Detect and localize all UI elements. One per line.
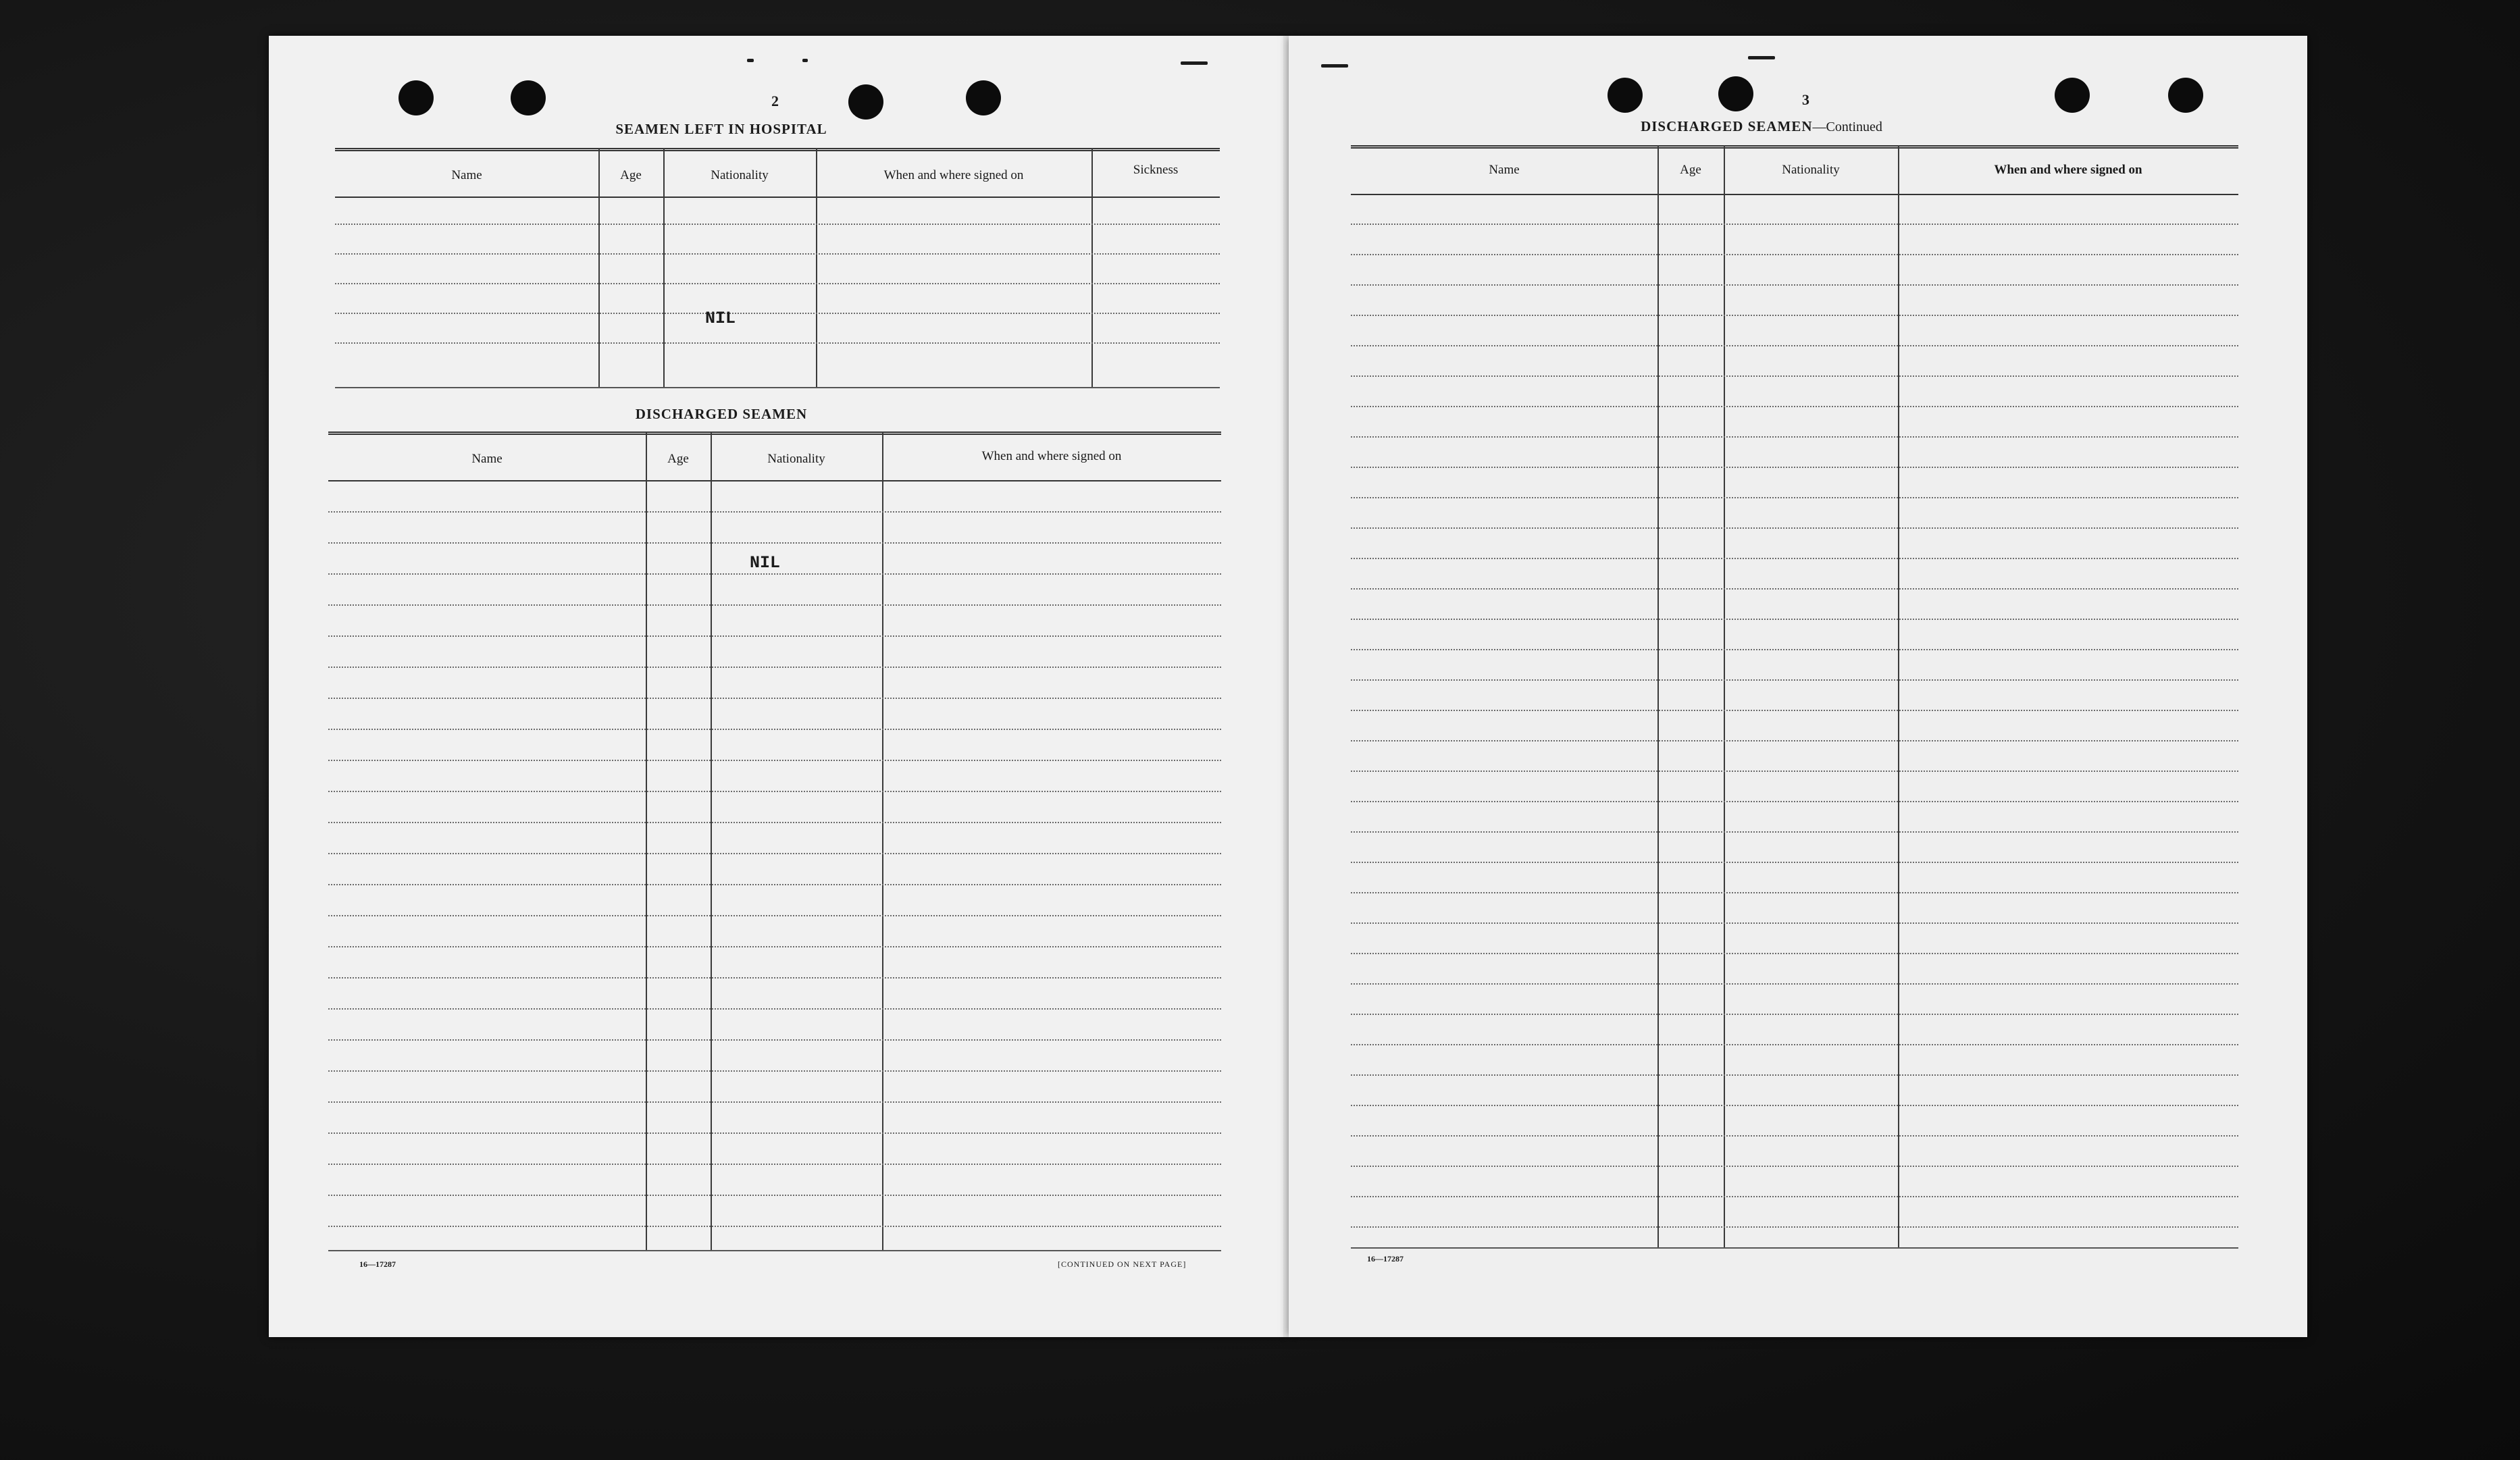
table-row xyxy=(1351,436,2238,438)
table-row xyxy=(1351,619,2238,620)
nil-entry: NIL xyxy=(705,309,736,328)
punch-hole xyxy=(2055,78,2090,113)
column-header-age: Age xyxy=(1680,163,1701,177)
table-row xyxy=(328,884,1221,885)
punch-hole xyxy=(1718,76,1753,111)
discharged-section-title: DISCHARGED SEAMEN xyxy=(635,406,808,422)
table-row xyxy=(1351,831,2238,833)
table-row xyxy=(328,977,1221,979)
column-header-sickness: Sickness xyxy=(1133,163,1179,177)
table-row xyxy=(1351,254,2238,255)
table-row xyxy=(328,511,1221,513)
table-row xyxy=(1351,1044,2238,1045)
table-row xyxy=(1351,1226,2238,1228)
table-row xyxy=(328,1132,1221,1134)
scan-speck xyxy=(747,59,754,62)
table-row xyxy=(328,791,1221,792)
table-row xyxy=(1351,527,2238,529)
header-rule xyxy=(1351,194,2238,195)
table-top-rule xyxy=(335,148,1220,151)
table-row xyxy=(1351,649,2238,650)
table-row xyxy=(1351,1196,2238,1197)
column-header-name: Name xyxy=(451,168,482,182)
table-row xyxy=(1351,740,2238,741)
table-row xyxy=(1351,497,2238,498)
column-divider xyxy=(882,432,883,1251)
column-header-nationality: Nationality xyxy=(1782,163,1840,177)
punch-hole xyxy=(511,80,546,115)
table-row xyxy=(1351,558,2238,559)
page-number: 3 xyxy=(1802,91,1809,108)
table-row xyxy=(1351,467,2238,468)
table-row xyxy=(335,253,1220,255)
discharged-continued-table xyxy=(1351,145,2238,1249)
column-divider xyxy=(663,148,665,388)
table-row xyxy=(1351,375,2238,377)
table-row xyxy=(328,946,1221,947)
table-row xyxy=(328,573,1221,575)
table-bottom-rule xyxy=(328,1250,1221,1251)
title-main: DISCHARGED SEAMEN xyxy=(1641,118,1813,134)
column-header-nationality: Nationality xyxy=(711,168,769,182)
table-row xyxy=(1351,224,2238,225)
table-row xyxy=(328,1164,1221,1165)
hospital-section-title: SEAMEN LEFT IN HOSPITAL xyxy=(615,121,827,137)
column-divider xyxy=(646,432,647,1251)
table-row xyxy=(1351,284,2238,286)
punch-hole xyxy=(1608,78,1643,113)
table-row xyxy=(1351,710,2238,711)
table-top-rule xyxy=(1351,145,2238,149)
table-row xyxy=(328,1008,1221,1010)
column-header-name: Name xyxy=(1489,163,1520,177)
table-row xyxy=(328,760,1221,761)
table-row xyxy=(328,729,1221,730)
table-row xyxy=(328,635,1221,637)
table-row xyxy=(1351,1135,2238,1137)
table-row xyxy=(1351,588,2238,590)
table-row xyxy=(328,915,1221,916)
table-row xyxy=(1351,801,2238,802)
table-row xyxy=(1351,1105,2238,1106)
punch-hole xyxy=(848,84,883,120)
table-row xyxy=(1351,315,2238,316)
column-divider xyxy=(1724,145,1725,1249)
table-row xyxy=(328,1195,1221,1196)
table-bottom-rule xyxy=(1351,1247,2238,1249)
table-row xyxy=(328,1039,1221,1041)
table-row xyxy=(335,313,1220,314)
right-page xyxy=(1289,36,2307,1337)
punch-hole xyxy=(966,80,1001,115)
table-row xyxy=(335,342,1220,344)
table-row xyxy=(1351,771,2238,772)
page-number: 2 xyxy=(771,93,779,109)
scan-speck xyxy=(1181,61,1208,65)
table-row xyxy=(328,822,1221,823)
column-divider xyxy=(1091,148,1093,388)
table-row xyxy=(1351,345,2238,346)
table-row xyxy=(335,224,1220,225)
title-suffix: —Continued xyxy=(1812,120,1882,134)
scan-speck xyxy=(802,59,808,62)
table-row xyxy=(1351,1166,2238,1167)
column-header-age: Age xyxy=(667,452,689,466)
column-divider xyxy=(711,432,712,1251)
column-header-signed-on: When and where signed on xyxy=(883,168,1024,182)
column-divider xyxy=(598,148,600,388)
table-top-rule xyxy=(328,432,1221,435)
table-row xyxy=(1351,983,2238,985)
discharged-table xyxy=(328,432,1221,1251)
table-row xyxy=(328,1070,1221,1072)
scan-speck xyxy=(1748,56,1775,59)
column-header-signed-on: When and where signed on xyxy=(981,449,1122,463)
table-row xyxy=(1351,953,2238,954)
table-row xyxy=(1351,1014,2238,1015)
table-row xyxy=(1351,922,2238,924)
table-row xyxy=(1351,862,2238,863)
table-row xyxy=(328,1101,1221,1103)
table-row xyxy=(328,667,1221,668)
scan-speck xyxy=(1321,64,1348,68)
column-divider xyxy=(1657,145,1659,1249)
header-rule xyxy=(328,480,1221,481)
hospital-table xyxy=(335,148,1220,388)
column-divider xyxy=(816,148,817,388)
continued-note: [CONTINUED ON NEXT PAGE] xyxy=(1058,1259,1187,1269)
table-bottom-rule xyxy=(335,387,1220,388)
table-row xyxy=(328,542,1221,544)
table-row xyxy=(328,853,1221,854)
table-row xyxy=(328,1226,1221,1227)
punch-hole xyxy=(398,80,434,115)
nil-entry: NIL xyxy=(750,553,781,573)
table-row xyxy=(335,283,1220,284)
table-row xyxy=(1351,406,2238,407)
table-row xyxy=(1351,1074,2238,1076)
punch-hole xyxy=(2168,78,2203,113)
table-row xyxy=(1351,892,2238,893)
column-header-signed-on: When and where signed on xyxy=(1994,163,2142,177)
column-header-name: Name xyxy=(471,452,503,466)
header-rule xyxy=(335,197,1220,198)
column-divider xyxy=(1898,145,1899,1249)
table-row xyxy=(1351,679,2238,681)
column-header-nationality: Nationality xyxy=(767,452,825,466)
discharged-continued-title xyxy=(1586,118,1937,135)
column-header-age: Age xyxy=(620,168,642,182)
table-row xyxy=(328,698,1221,699)
form-number: 16—17287 xyxy=(359,1259,396,1269)
table-row xyxy=(328,604,1221,606)
left-page xyxy=(269,36,1289,1337)
form-number: 16—17287 xyxy=(1367,1254,1404,1263)
